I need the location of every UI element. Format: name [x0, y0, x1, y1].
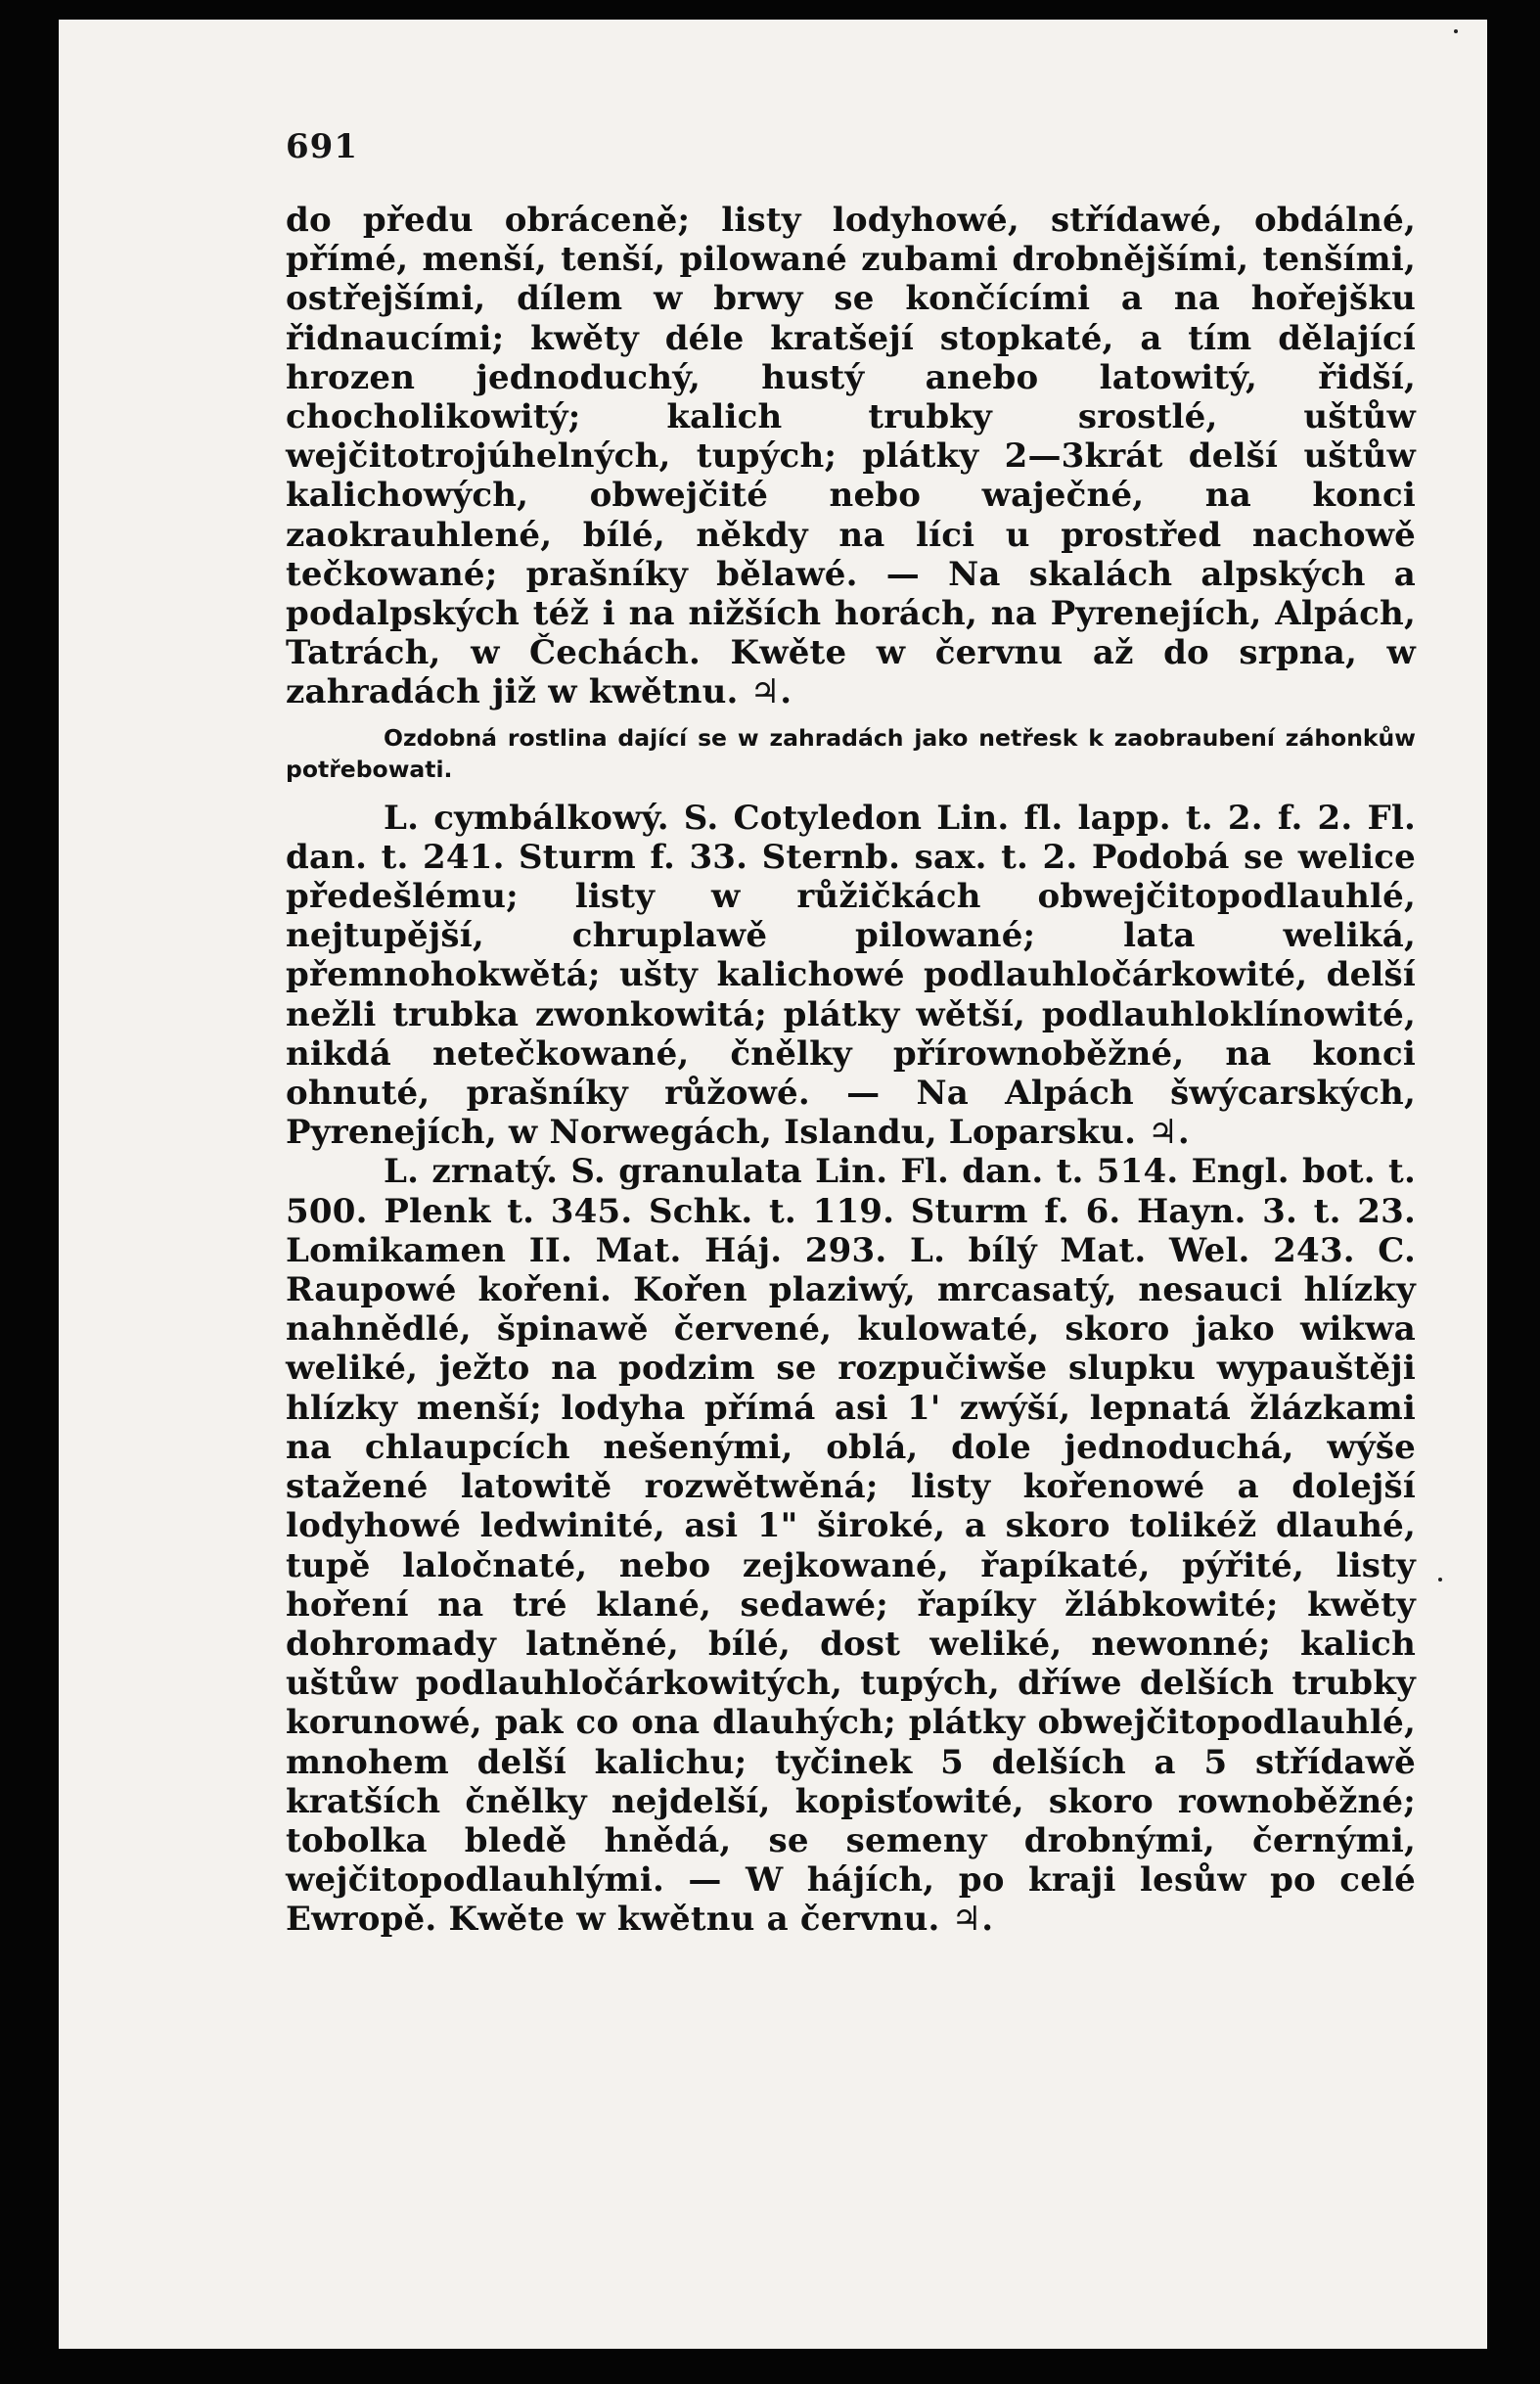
page-text: [286, 201, 1416, 1940]
paragraph-2: L. cymbálkowý. S. Cotyledon Lin. fl. lapp. t. 2. f. 2. Fl. dan. t. 241. Sturm f. 33. Sternb. sax. t. 2. Podobá se welice předešlému; listy w růžičkách obwejčitopodlauhlé, nejtupější, chruplawě pilowané; lata weliká, přemnohokwětá; ušty kalichowé podlauhločárkowité, delší nežli trubka zwonkowitá; plátky wětší, podlauhloklínowité, nikdá netečkowané, čnělky přírownoběžné, na konci ohnuté, prašníky růžowé. — Na Alpách šwýcarských, Pyrenejích, w Norwegách, Islandu, Loparsku. ♃.: [286, 798, 1416, 1153]
note-small-print: Ozdobná rostlina dající se w zahradách jako netřesk k zaobraubení záhonkůw potřebowati.: [286, 723, 1416, 783]
scan-speck: [1454, 29, 1458, 33]
paragraph-3: L. zrnatý. S. granulata Lin. Fl. dan. t. 514. Engl. bot. t. 500. Plenk t. 345. Schk. t. 119. Sturm f. 6. Hayn. 3. t. 23. Lomikamen II. Mat. Háj. 293. L. bílý Mat. Wel. 243. C. Raupowé kořeni. Kořen plaziwý, mrcasatý, nesauci hlízky nahnědlé, špinawě červené, kulowaté, skoro jako wikwa weliké, ježto na podzim se rozpučiwše slupku wypauštěji hlízky menší; lodyha přímá asi 1' zwýší, lepnatá žlázkami na chlaupcích nešenými, oblá, dole jednoduchá, wýše stažené latowitě rozwětwěná; listy kořenowé a dolejší lodyhowé ledwinité, asi 1" široké, a skoro tolikéž dlauhé, tupě laločnaté, nebo zejkowané, řapíkaté, pýřité, listy hoření na tré klané, sedawé; řapíky žlábkowité; kwěty dohromady latněné, bílé, dost weliké, newonné; kalich uštůw podlauhločárkowitých, tupých, dříwe delších trubky korunowé, pak co ona dlauhých; plátky obwejčitopodlauhlé, mnohem delší kalichu; tyčinek 5 delších a 5 střídawě kratších čnělky nejdelší, kopisťowité, skoro rownoběžné; tobolka bledě hnědá, se semeny drobnými, černými, wejčitopodlauhlými. — W hájích, po kraji lesůw po celé Ewropě. Kwěte w kwětnu a červnu. ♃.: [286, 1152, 1416, 1940]
scan-speck: [1438, 1578, 1442, 1582]
page-number: 691: [286, 127, 358, 166]
paragraph-1: do předu obráceně; listy lodyhowé, střídawé, obdálné, přímé, menší, tenší, pilowané zubami drobnějšími, tenšími, ostřejšími, dílem w brwy se končícími a na hořejšku řidnaucími; kwěty déle kratšejí stopkaté, a tím dělající hrozen jednoduchý, hustý anebo latowitý, řidší, chocholikowitý; kalich trubky srostlé, uštůw wejčitotrojúhelných, tupých; plátky 2—3krát delší uštůw kalichowých, obwejčité nebo waječné, na konci zaokrauhlené, bílé, někdy na líci u prostřed nachowě tečkowané; prašníky bělawé. — Na skalách alpských a podalpských též i na nižších horách, na Pyrenejích, Alpách, Tatrách, w Čechách. Kwěte w červnu až do srpna, w zahradách již w kwětnu. ♃.: [286, 201, 1416, 712]
